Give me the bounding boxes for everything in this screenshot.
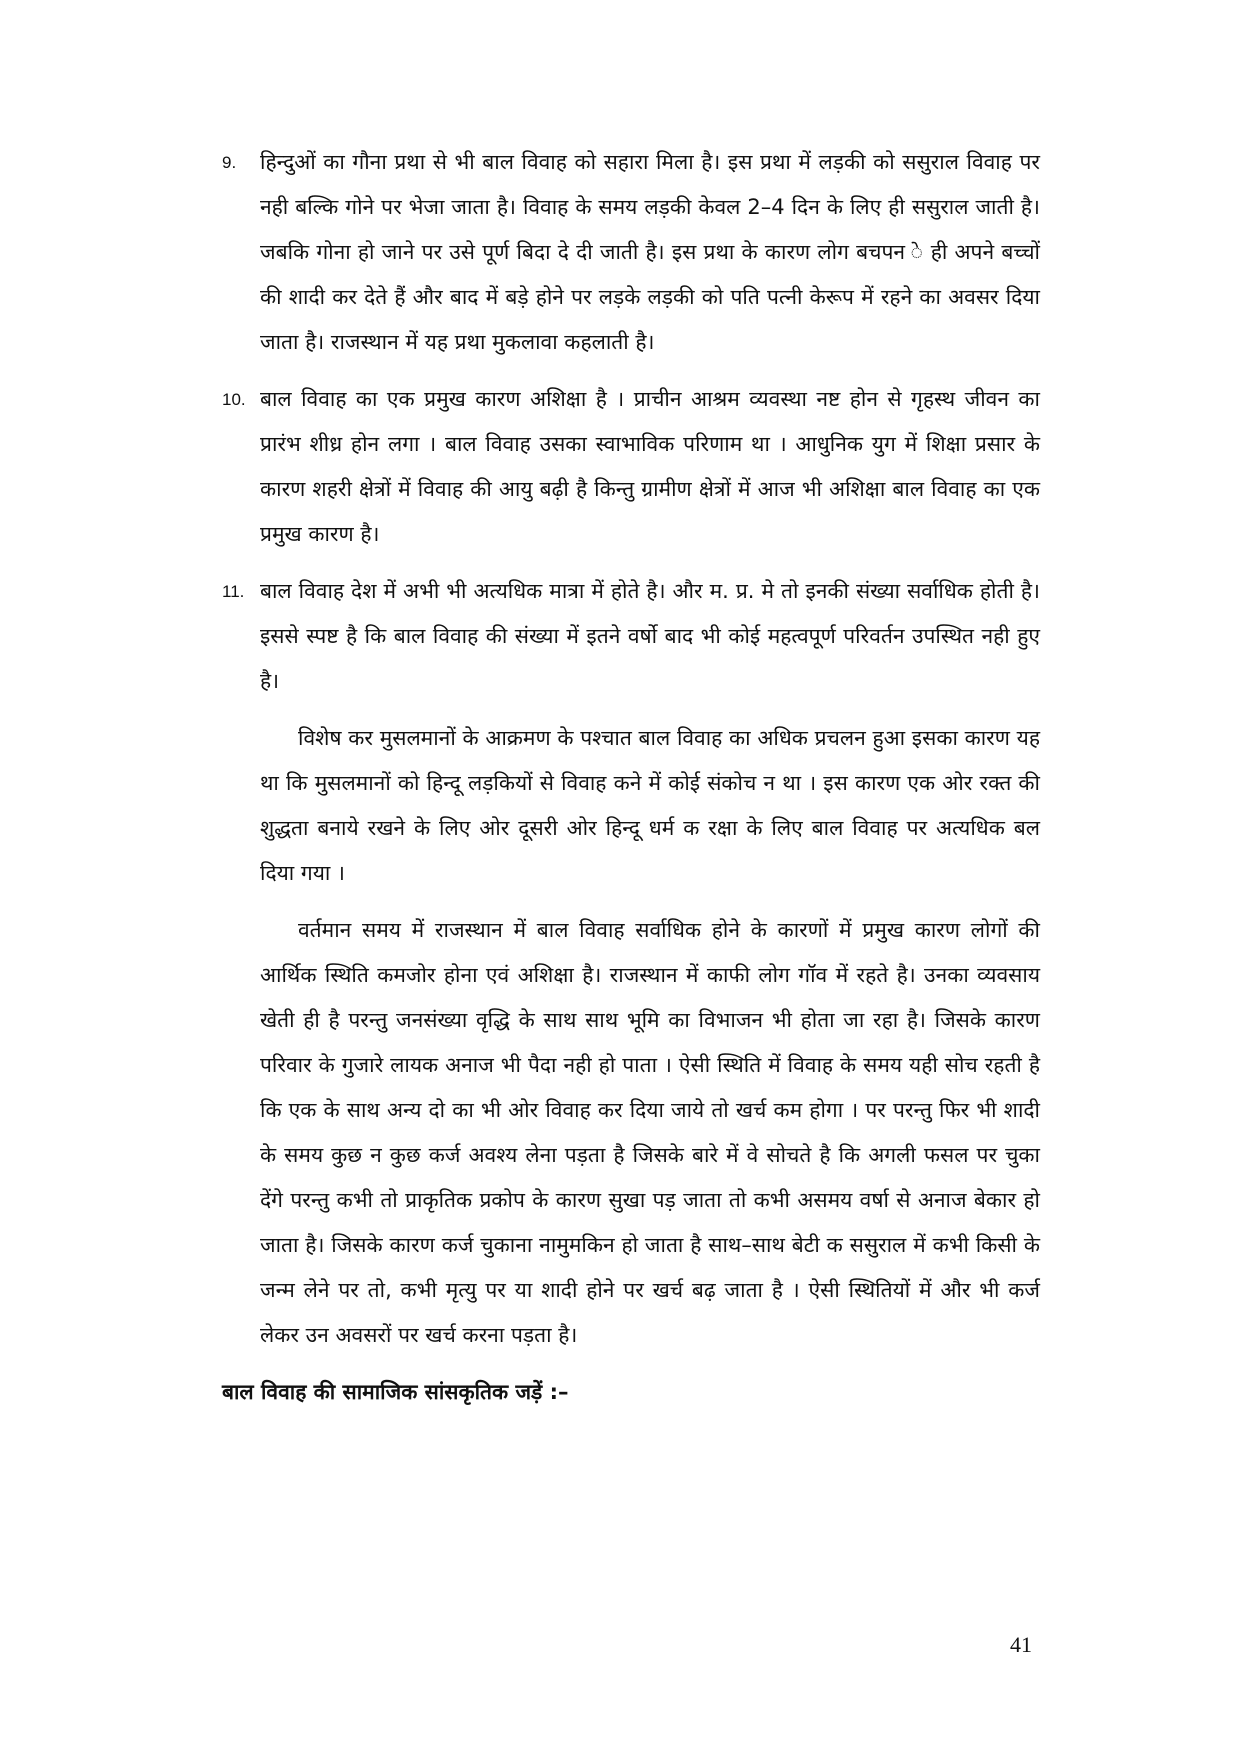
section-heading: बाल विवाह की सामाजिक सांसकृतिक जड़ें :– <box>222 1380 569 1404</box>
list-item-10 <box>222 377 1040 557</box>
list-item-number: 9. <box>222 153 237 172</box>
list-item-number: 10. <box>222 390 246 409</box>
paragraph-muslim-invasion: विशेष कर मुसलमानों के आक्रमण के पश्चात बाल विवाह का अधिक प्रचलन हुआ इसका कारण यह था कि मुसलमानों को हिन्दू लड़कियों से विवाह कने में कोई संकोच न था । इस कारण एक ओर रक्त की शुद्धता बनाये रखने के लिए ओर दूसरी ओर हिन्दू धर्म क रक्षा के लिए बाल विवाह पर अत्यधिक बल दिया गया । <box>260 726 1040 885</box>
list-item-text: हिन्दुओं का गौना प्रथा से भी बाल विवाह को सहारा मिला है। इस प्रथा में लड़की को ससुराल विवाह पर नही बल्कि गोने पर भेजा जाता है। विवाह के समय लड़की केवल 2–4 दिन के लिए ही ससुराल जाती है। जबकि गोना हो जाने पर उसे पूर्ण बिदा दे दी जाती है। इस प्रथा के कारण लोग बचपन े ही अपने बच्चों की शादी कर देते हैं और बाद में बड़े होने पर लड़के लड़की को पति पत्नी केरूप में रहने का अवसर दिया जाता है। राजस्थान में यह प्रथा मुकलावा कहलाती है। <box>260 150 1040 354</box>
list-item-11 <box>222 569 1040 704</box>
list-item-number: 11. <box>222 582 245 601</box>
page-content <box>222 140 1040 1415</box>
list-item-9 <box>222 140 1040 365</box>
list-item-text: बाल विवाह देश में अभी भी अत्यधिक मात्रा में होते है। और म. प्र. मे तो इनकी संख्या सर्वाधिक होती है। इससे स्पष्ट है कि बाल विवाह की संख्या में इतने वर्षो बाद भी कोई महत्वपूर्ण परिवर्तन उपस्थित नही हुए है। <box>260 579 1040 693</box>
paragraph-rajasthan-economy: वर्तमान समय में राजस्थान में बाल विवाह सर्वाधिक होने के कारणों में प्रमुख कारण लोगों की आर्थिक स्थिति कमजोर होना एवं अशिक्षा है। राजस्थान में काफी लोग गॉव में रहते है। उनका व्यवसाय खेती ही है परन्तु जनसंख्या वृद्धि के साथ साथ भूमि का विभाजन भी होता जा रहा है। जिसके कारण परिवार के गुजारे लायक अनाज भी पैदा नही हो पाता । ऐसी स्थिति में विवाह के समय यही सोच रहती है कि एक के साथ अन्य दो का भी ओर विवाह कर दिया जाये तो खर्च कम होगा । पर परन्तु फिर भी शादी के समय कुछ न कुछ कर्ज अवश्य लेना पड़ता है जिसके बारे में वे सोचते है कि अगली फसल पर चुका देंगे परन्तु कभी तो प्राकृतिक प्रकोप के कारण सुखा पड़ जाता तो कभी असमय वर्षा से अनाज बेकार हो जाता है। जिसके कारण कर्ज चुकाना नामुमकिन हो जाता है साथ–साथ बेटी क ससुराल में कभी किसी के जन्म लेने पर तो, कभी मृत्यु पर या शादी होने पर खर्च बढ़ जाता है । ऐसी स्थितियों में और भी कर्ज लेकर उन अवसरों पर खर्च करना पड़ता है। <box>260 918 1040 1347</box>
page-number: 41 <box>1010 1632 1032 1657</box>
list-item-text: बाल विवाह का एक प्रमुख कारण अशिक्षा है । प्राचीन आश्रम व्यवस्था नष्ट होन से गृहस्थ जीवन का प्रारंभ शीध्र होन लगा । बाल विवाह उसका स्वाभाविक परिणाम था । आधुनिक युग में शिक्षा प्रसार के कारण शहरी क्षेत्रों में विवाह की आयु बढ़ी है किन्तु ग्रामीण क्षेत्रों में आज भी अशिक्षा बाल विवाह का एक प्रमुख कारण है। <box>260 387 1040 546</box>
